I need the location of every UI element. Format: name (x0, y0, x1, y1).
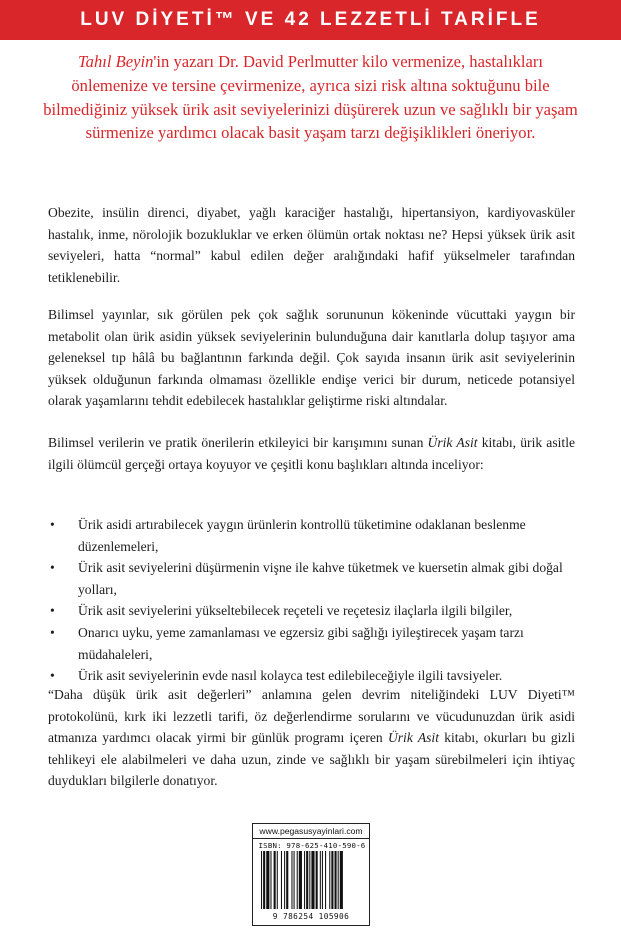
paragraph-3-book-title: Ürik Asit (427, 435, 478, 450)
topic-list (48, 514, 575, 687)
paragraph-3-end: kitabı, ürik asitle ilgili ölümcül gerçeği ortaya koyuyor ve çeşitli konu başlıkları altında inceliyor: (48, 435, 575, 472)
bullet-icon: • (50, 624, 55, 640)
paragraph-4-end: kitabı, okurları bu gizli tehlikeyi ele alabilmeleri ve daha uzun, zinde ve sağlıklı bir yaşam sürebilmeleri için ihtiyaç duydukları bilgilerle donatıyor. (48, 730, 575, 789)
paragraph-1: Obezite, insülin direnci, diyabet, yağlı karaciğer hastalığı, hipertansiyon, kardiyovasküler hastalık, inme, nörolojik bozukluklar ve erken ölümün ortak noktası ne? Hepsi yüksek ürik asit seviyeleri, hatta “normal” kabul edilen değer aralığındaki hafif yükselmeler tarafından tetiklenebilir. (48, 205, 575, 285)
bullet-icon: • (50, 517, 55, 532)
paragraph-3-start: Bilimsel verilerin ve pratik önerilerin etkileyici bir karışımını sunan (48, 435, 428, 450)
list-item-text: Ürik asit seviyelerini yükseltebilecek reçeteli ve reçetesiz ilaçlarla ilgili bilgiler, (78, 603, 513, 619)
paragraph-4-start: “Daha düşük ürik asit değerleri” anlamına gelen devrim niteliğindeki LUV Diyeti™ protokolünü, kırk iki lezzetli tarifi, öz değerlendirme sorularını ve vücudunuzdan ürik asidi atmanıza yardımcı olacak yirmi bir günlük programı içeren (48, 687, 575, 746)
list-item (48, 622, 575, 665)
list-item-text: Onarıcı uyku, yeme zamanlaması ve egzersiz gibi sağlığı iyileştirecek yaşam tarzı müdahaleleri, (78, 624, 524, 662)
list-item (48, 557, 575, 600)
list-item (48, 600, 575, 622)
barcode-digits: 9 786254 105906 (272, 912, 350, 921)
isbn-label: ISBN: 978-625-410-590-6 (258, 841, 366, 850)
paragraph-4-book-title: Ürik Asit (387, 730, 439, 746)
paragraph-3 (48, 432, 575, 475)
bullet-icon: • (50, 560, 55, 576)
paragraph-2: Bilimsel yayınlar, sık görülen pek çok sağlık sorununun kökeninde vücuttaki yaygın bir metabolit olan ürik asidin yüksek seviyelerinin bulunduğuna dair kanıtlarla dolup taşıyor ama geleneksel tıp hâlâ bu bağlantının farkında değil. Çok sayıda insanın ürik asit seviyelerinin yüksek olduğunun farkında olmaması özellikle endişe verici bir durum, neticede potansiyel olarak yaşamlarını tehdit edebilecek hastalıklar geliştirme riski altındalar. (48, 307, 575, 409)
barcode-icon (259, 851, 363, 911)
publisher-url: www.pegasusyayinlari.com (253, 824, 369, 839)
list-item-text: Ürik asidi artırabilecek yaygın ürünlerin kontrollü tüketimine odaklanan beslenme düzenlemeleri, (78, 517, 526, 554)
banner-title: LUV DİYETİ™ VE 42 LEZZETLİ TARİFLE (80, 9, 541, 30)
intro-text: 'in yazarı Dr. David Perlmutter kilo vermenize, hastalıkları önlemenize ve tersine çevirmenize, ayrıca sizi risk altına soktuğunu bile bilmediğiniz yüksek ürik asit seviyelerinizi düşürerek uzun ve sağlıklı bir yaşam sürmenize yardımcı olacak basit yaşam tarzı değişiklikleri öneriyor. (43, 52, 578, 143)
list-item-text: Ürik asit seviyelerinin evde nasıl kolayca test edilebileceğiyle ilgili tavsiyeler. (78, 668, 503, 684)
intro-blurb (40, 50, 581, 145)
title-banner (0, 0, 621, 40)
list-item (48, 514, 575, 557)
barcode-panel (252, 823, 370, 926)
intro-book-title: Tahıl Beyin (77, 52, 154, 71)
bullet-icon: • (50, 603, 55, 619)
list-item-text: Ürik asit seviyelerini düşürmenin vişne ile kahve tüketmek ve kuersetin almak gibi doğal yolları, (78, 560, 563, 597)
bullet-icon: • (50, 668, 55, 684)
paragraph-4 (48, 684, 575, 792)
